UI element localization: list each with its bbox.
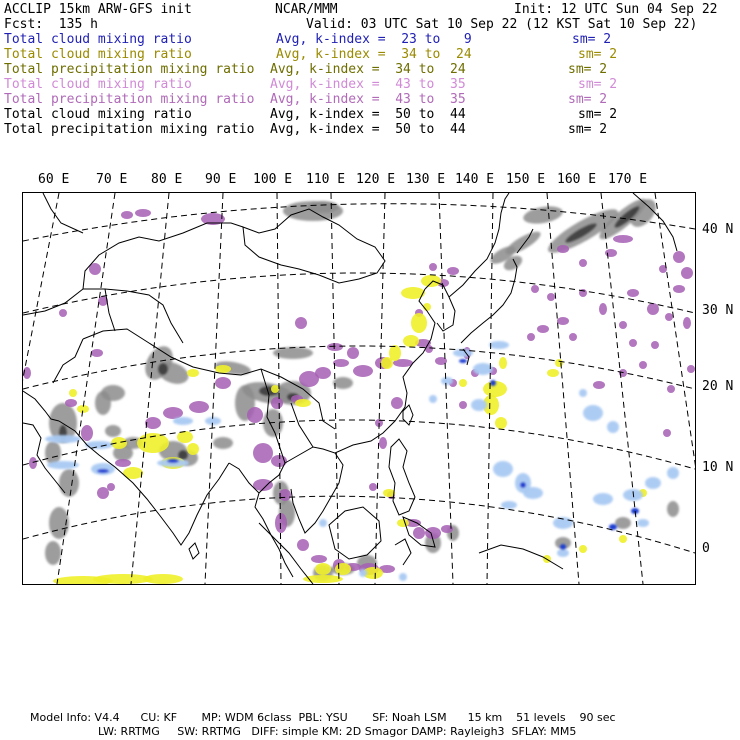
cloud-blob <box>59 309 67 317</box>
legend-smoothing: sm= 2 <box>578 107 618 122</box>
legend-smoothing: sm= 2 <box>568 62 608 77</box>
legend-field-name: Total cloud mixing ratio <box>4 47 192 62</box>
legend-level-range: Avg, k-index = 50 to 44 <box>270 122 466 137</box>
valid-time: Valid: 03 UTC Sat 10 Sep 22 (12 KST Sat 10 Sep 22) <box>306 17 698 32</box>
cloud-blob <box>499 357 507 369</box>
cloud-blob <box>583 405 603 421</box>
cloud-blob <box>271 397 283 409</box>
cloud-blob <box>471 399 487 411</box>
model-info-line2: LW: RRTMG SW: RRTMG DIFF: simple KM: 2D Smagor DAMP: Rayleigh3 SFLAY: MM5 <box>98 725 577 738</box>
cloud-blob <box>311 555 327 563</box>
cloud-blob <box>579 389 587 397</box>
cloud-blob <box>495 417 507 429</box>
cloud-blob <box>279 489 291 501</box>
cloud-blob <box>665 313 673 321</box>
cloud-blob <box>537 325 549 333</box>
map-frame <box>22 192 696 585</box>
cloud-blob <box>111 437 127 449</box>
cloud-blob <box>158 363 168 375</box>
cloud-blob <box>645 477 661 489</box>
cloud-blob <box>97 487 109 499</box>
lat-label: 10 N <box>702 460 734 475</box>
cloud-blob <box>335 563 351 575</box>
cloud-blob <box>213 437 233 449</box>
cloud-blob <box>560 544 566 550</box>
legend-smoothing: sm= 2 <box>568 92 608 107</box>
cloud-blob <box>557 317 569 325</box>
cloud-blob <box>459 359 467 363</box>
cloud-blob <box>29 457 37 469</box>
cloud-blob <box>523 487 543 499</box>
legend-level-range: Avg, k-index = 23 to 9 <box>276 32 472 47</box>
cloud-blob <box>85 441 113 449</box>
cloud-blob <box>275 513 287 533</box>
cloud-blob <box>107 483 115 491</box>
cloud-blob <box>45 435 81 443</box>
forecast-hour: Fcst: 135 h <box>4 17 98 32</box>
legend-smoothing: sm= 2 <box>568 122 608 137</box>
lon-label: 170 E <box>608 172 648 187</box>
cloud-blob <box>69 389 77 397</box>
cloud-blob <box>215 365 231 373</box>
cloud-blob <box>189 401 209 413</box>
cloud-blob <box>315 563 331 575</box>
lon-label: 130 E <box>406 172 446 187</box>
cloud-blob <box>143 574 183 584</box>
cloud-blob <box>91 349 103 357</box>
cloud-blob <box>359 569 367 577</box>
cloud-blob <box>490 380 496 386</box>
cloud-blob <box>403 335 419 347</box>
legend-field-name: Total precipitation mixing ratio <box>4 62 255 77</box>
cloud-blob <box>253 443 273 463</box>
cloud-blob <box>599 303 607 315</box>
cloud-blob <box>135 209 151 217</box>
cloud-blob <box>425 527 441 539</box>
cloud-blob <box>459 379 467 387</box>
cloud-blob <box>547 293 555 301</box>
cloud-blob <box>353 365 373 377</box>
cloud-blob <box>167 459 179 463</box>
map-canvas <box>23 193 695 584</box>
legend-field-name: Total precipitation mixing ratio <box>4 122 255 137</box>
cloud-blob <box>81 425 93 441</box>
cloud-blob <box>639 361 647 369</box>
cloud-blob <box>459 401 467 409</box>
lat-label: 20 N <box>702 379 734 394</box>
cloud-blob <box>425 345 433 353</box>
legend-smoothing: sm= 2 <box>578 77 618 92</box>
cloud-blob <box>177 431 193 443</box>
legend-field-name: Total cloud mixing ratio <box>4 107 192 122</box>
lon-label: 160 E <box>557 172 597 187</box>
cloud-blob <box>569 333 577 341</box>
cloud-blob <box>333 377 353 389</box>
cloud-blob <box>215 377 231 389</box>
cloud-blob <box>687 365 695 373</box>
legend-smoothing: sm= 2 <box>572 32 612 47</box>
cloud-blob <box>613 235 633 243</box>
blue-cloud-fields <box>45 341 679 581</box>
cloud-blob <box>347 347 359 359</box>
legend-field-name: Total cloud mixing ratio <box>4 77 192 92</box>
cloud-blob <box>333 359 349 367</box>
cloud-blob <box>629 339 637 347</box>
cloud-blob <box>97 469 109 473</box>
legend-field-name: Total cloud mixing ratio <box>4 32 192 47</box>
lon-label: 100 E <box>253 172 293 187</box>
cloud-blob <box>520 482 526 488</box>
cloud-blob <box>683 317 691 329</box>
cloud-blob <box>399 573 407 581</box>
cloud-blob <box>295 317 307 329</box>
cloud-blob <box>45 541 61 565</box>
cloud-blob <box>173 417 193 425</box>
cloud-blob <box>663 429 671 437</box>
cloud-blob <box>607 421 619 433</box>
cloud-blob <box>673 285 685 293</box>
cloud-blob <box>105 425 121 437</box>
cloud-blob <box>489 341 509 349</box>
cloud-blob <box>413 527 425 539</box>
lon-label: 120 E <box>356 172 396 187</box>
cloud-blob <box>187 443 199 455</box>
lon-label: 60 E <box>38 172 70 187</box>
cloud-blob <box>295 399 311 407</box>
model-info-line1: Model Info: V4.4 CU: KF MP: WDM 6class PBL: YSU SF: Noah LSM 15 km 51 levels 90 sec <box>30 711 616 724</box>
cloud-blob <box>411 313 427 333</box>
legend-smoothing: sm= 2 <box>578 47 618 62</box>
cloud-blob <box>121 211 133 219</box>
cloud-blob <box>579 259 587 267</box>
legend-level-range: Avg, k-index = 43 to 35 <box>270 92 466 107</box>
cloud-blob <box>441 377 453 385</box>
cloud-blob <box>647 303 659 315</box>
legend-level-range: Avg, k-index = 34 to 24 <box>270 62 466 77</box>
legend-level-range: Avg, k-index = 34 to 24 <box>276 47 472 62</box>
cloud-blob <box>429 263 437 271</box>
cloud-blob <box>307 201 339 213</box>
cloud-blob <box>65 399 77 407</box>
lat-label: 0 <box>702 541 710 556</box>
cloud-blob <box>501 501 517 509</box>
lat-label: 40 N <box>702 222 734 237</box>
cloud-blob <box>651 341 659 349</box>
cloud-blob <box>397 519 409 527</box>
lon-label: 90 E <box>205 172 237 187</box>
cloud-blob <box>315 367 331 379</box>
cloud-blob <box>319 519 327 527</box>
cloud-blob <box>95 391 111 415</box>
lon-label: 110 E <box>306 172 346 187</box>
cloud-blob <box>381 357 393 369</box>
cloud-blob <box>527 333 535 341</box>
cloud-blob <box>547 369 559 377</box>
cloud-blob <box>59 469 79 497</box>
cloud-blob <box>667 385 675 393</box>
cloud-blob <box>187 369 199 377</box>
legend-field-name: Total precipitation mixing ratio <box>4 92 255 107</box>
cloud-blob <box>615 517 631 529</box>
cloud-blob <box>579 545 587 553</box>
cloud-blob <box>667 501 679 517</box>
cloud-blob <box>297 539 309 551</box>
org-label: NCAR/MMM <box>275 2 338 17</box>
cloud-blob <box>379 437 387 449</box>
cloud-blob <box>619 535 627 543</box>
init-time: Init: 12 UTC Sun 04 Sep 22 <box>514 2 718 17</box>
cloud-blob <box>271 385 279 393</box>
lon-label: 140 E <box>455 172 495 187</box>
lat-label: 30 N <box>702 303 734 318</box>
cloud-blob <box>522 204 564 227</box>
cloud-blob <box>327 343 343 351</box>
legend-level-range: Avg, k-index = 43 to 35 <box>270 77 466 92</box>
cloud-blob <box>593 381 605 389</box>
lat-lon-grid <box>23 193 695 584</box>
lon-label: 150 E <box>506 172 546 187</box>
lon-label: 70 E <box>96 172 128 187</box>
cloud-blob <box>531 285 539 293</box>
cloud-blob <box>421 275 441 287</box>
cloud-blob <box>619 321 627 329</box>
gray-cloud-fields <box>45 194 679 581</box>
cloud-blob <box>391 397 403 409</box>
cloud-blob <box>145 417 161 429</box>
cloud-blob <box>247 407 263 423</box>
legend-level-range: Avg, k-index = 50 to 44 <box>270 107 466 122</box>
cloud-blob <box>369 483 377 491</box>
cloud-blob <box>637 519 649 527</box>
model-title: ACCLIP 15km ARW-GFS init <box>4 2 192 17</box>
cloud-blob <box>557 245 569 253</box>
cloud-blob <box>429 395 437 403</box>
cloud-blob <box>493 461 513 477</box>
cloud-blob <box>115 459 131 467</box>
cloud-blob <box>447 267 459 275</box>
cloud-blob <box>555 359 563 367</box>
cloud-blob <box>627 289 639 297</box>
cloud-blob <box>667 467 679 479</box>
cloud-blob <box>605 249 617 257</box>
cloud-blob <box>557 549 569 557</box>
cloud-blob <box>673 251 685 263</box>
cloud-blob <box>681 267 693 279</box>
cloud-blob <box>593 493 613 505</box>
lon-label: 80 E <box>151 172 183 187</box>
